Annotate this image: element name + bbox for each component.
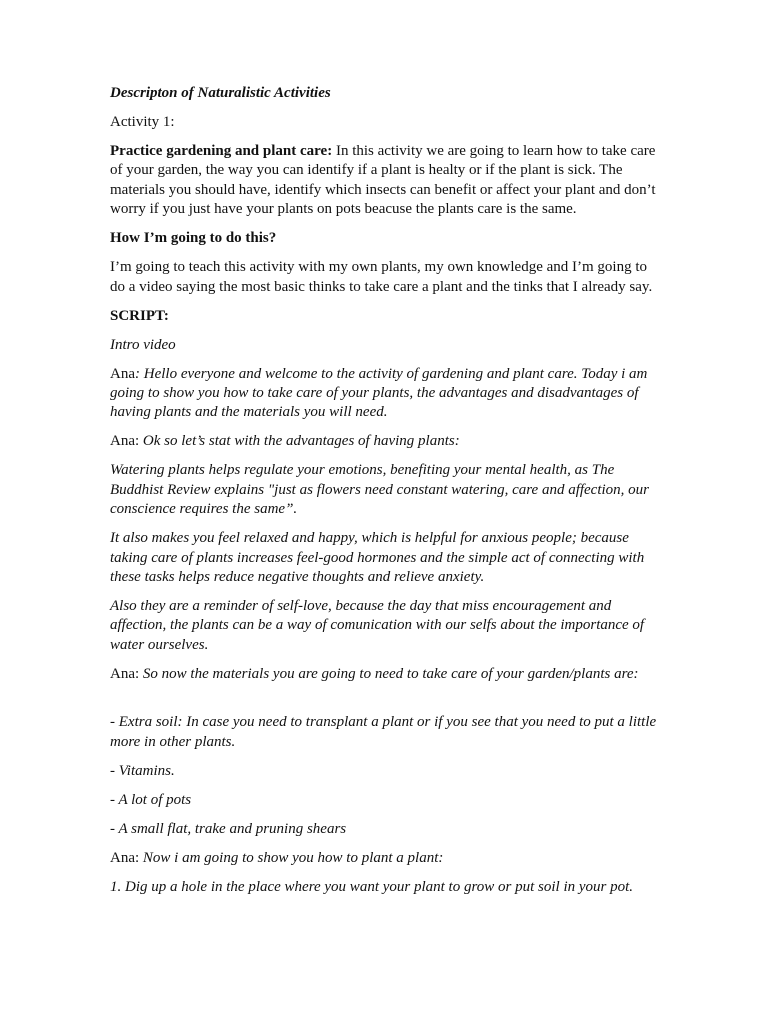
- dialogue-line-4: [110, 849, 660, 868]
- material-item: - A lot of pots: [110, 791, 192, 808]
- document-title: Descripton of Naturalistic Activities: [110, 85, 331, 101]
- activity-label: Activity 1:: [110, 114, 175, 130]
- intro-line: Intro video: [110, 336, 176, 353]
- step-1: 1. Dig up a hole in the place where you want your plant to grow or put soil in your pot.: [110, 878, 634, 895]
- dialogue-text: : Hello everyone and welcome to the activity of gardening and plant care. Today i am going to show you how to take care of your plants, the advantages and disadvantages of having plants and the materials you will need.: [110, 365, 648, 421]
- selflove-paragraph: Also they are a reminder of self-love, because the day that miss encouragement and affection, the plants can be a way of comunication with our selfs about the importance of water ourselves.: [110, 598, 645, 653]
- practice-text: In this activity we are going to learn how to take care of your garden, the way you can identify if a plant is healty or if the plant is sick. The materials you should have, identify which insects can benefit or affect your plant and don’t worry if you just have your plants on pots beacuse the plants care is the same.: [110, 143, 656, 218]
- practice-paragraph: [110, 142, 660, 220]
- material-item: - Extra soil: In case you need to transplant a plant or if you see that you need to put a little more in other plants.: [110, 714, 657, 750]
- speaker-name: Ana:: [110, 665, 143, 682]
- speaker-name: Ana:: [110, 433, 143, 450]
- material-item: - Vitamins.: [110, 762, 175, 779]
- dialogue-line-1: [110, 365, 660, 423]
- dialogue-text: Now i am going to show you how to plant a plant:: [142, 849, 444, 866]
- how-heading: How I’m going to do this?: [110, 230, 277, 247]
- dialogue-text: Ok so let’s stat with the advantages of having plants:: [142, 433, 460, 450]
- speaker-name: Ana:: [110, 849, 143, 866]
- dialogue-line-2: [110, 432, 660, 451]
- document-page: [110, 84, 660, 907]
- blank-line: [110, 694, 660, 713]
- speaker-name: Ana: [110, 365, 135, 382]
- watering-paragraph: Watering plants helps regulate your emotions, benefiting your mental health, as The Buddhist Review explains "just as flowers need constant watering, care and affection, our conscience requires the same”.: [110, 462, 650, 518]
- how-paragraph: I’m going to teach this activity with my own plants, my own knowledge and I’m going to do a video saying the most basic thinks to take care a plant and the tinks that I already say.: [110, 259, 653, 295]
- relaxed-paragraph: It also makes you feel relaxed and happy, which is helpful for anxious people; because taking care of plants increases feel-good hormones and the simple act of connecting with these tasks helps reduce negative thoughts and relieve anxiety.: [110, 530, 645, 586]
- material-item: - A small flat, trake and pruning shears: [110, 820, 347, 837]
- practice-heading: Practice gardening and plant care:: [110, 143, 333, 159]
- dialogue-line-3: [110, 665, 660, 684]
- script-heading: SCRIPT:: [110, 307, 169, 324]
- dialogue-text: So now the materials you are going to need to take care of your garden/plants are:: [142, 665, 639, 682]
